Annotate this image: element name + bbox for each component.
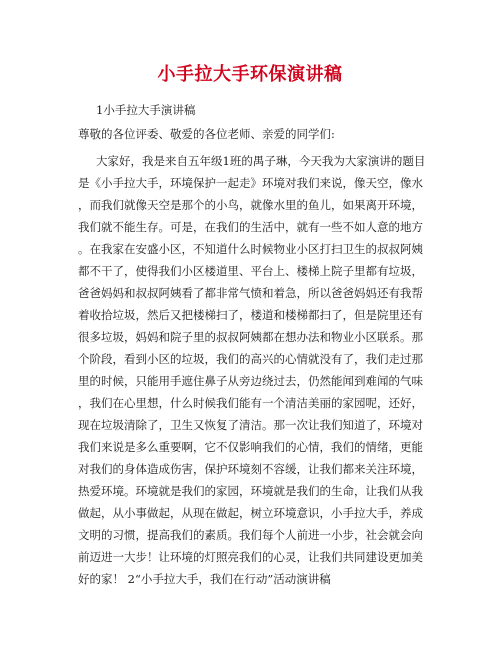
- body-line: 都不干了，使得我们小区楼道里、平台上、楼梯上院子里都有垃圾，: [78, 264, 423, 278]
- body-line: 。在我家在安盛小区，不知道什么时候物业小区打扫卫生的叔叔阿姨: [78, 242, 423, 256]
- body-line: 是《小手拉大手，环境保护一起走》环境对我们来说，像天空，像水: [78, 176, 423, 190]
- body-line: 文明的习惯，提高我们的素质。我们每个人前进一小步，社会就会向: [78, 528, 423, 542]
- body-line: 好的家！ 2“小手拉大手，我们在行动”活动演讲稿: [78, 572, 331, 586]
- body-line: 现在垃圾清除了，卫生又恢复了清洁。那一次让我们知道了，环境对: [78, 418, 423, 432]
- document-title: 小手拉大手环保演讲稿: [157, 64, 343, 85]
- body-line: 爸爸妈妈和叔叔阿姨看了都非常气愤和着急，所以爸爸妈妈还有我帮: [78, 286, 423, 300]
- body-line: ，而我们就像天空是那个的小鸟，就像水里的鱼儿，如果离开环境，: [78, 198, 423, 212]
- document-subtitle: 1小手拉大手演讲稿: [96, 103, 196, 117]
- body-line: 热爱环境。环境就是我们的家园，环境就是我们的生命，让我们从我: [78, 484, 423, 498]
- body-line: 里的时候，只能用手遮住鼻子从旁边绕过去，仍然能闻到难闻的气味: [78, 374, 423, 388]
- body-line: 我们就不能生存。可是，在我们的生活中，就有一些不如人意的地方: [78, 220, 423, 234]
- body-line: 个阶段，看到小区的垃圾，我们的高兴的心情就没有了，我们走过那: [78, 352, 423, 366]
- greeting-line: 尊敬的各位评委、敬爱的各位老师、亲爱的同学们:: [78, 127, 335, 141]
- body-line: 前迈进一大步！让环境的灯照亮我们的心灵，让我们共同建设更加美: [78, 550, 423, 564]
- body-line: 大家好，我是来自五年级1班的禺子琳，今天我为大家演讲的题目: [96, 154, 426, 168]
- body-line: 我们来说是多么重要啊，它不仅影响我们的心情，我们的情绪，更能: [78, 440, 423, 454]
- body-line: 很多垃圾，妈妈和院子里的叔叔阿姨都在想办法和物业小区联系。那: [78, 330, 423, 344]
- speech-body: [78, 150, 438, 590]
- body-line: 着收拾垃圾，然后又把楼梯扫了，楼道和楼梯都扫了，但是院里还有: [78, 308, 423, 322]
- body-line: 对我们的身体造成伤害，保护环境刻不容缓，让我们都来关注环境，: [78, 462, 423, 476]
- body-line: 做起，从小事做起，从现在做起，树立环境意识，小手拉大手，养成: [78, 506, 423, 520]
- body-line: ，我们在心里想，什么时候我们能有一个清洁美丽的家园呢，还好，: [78, 396, 423, 410]
